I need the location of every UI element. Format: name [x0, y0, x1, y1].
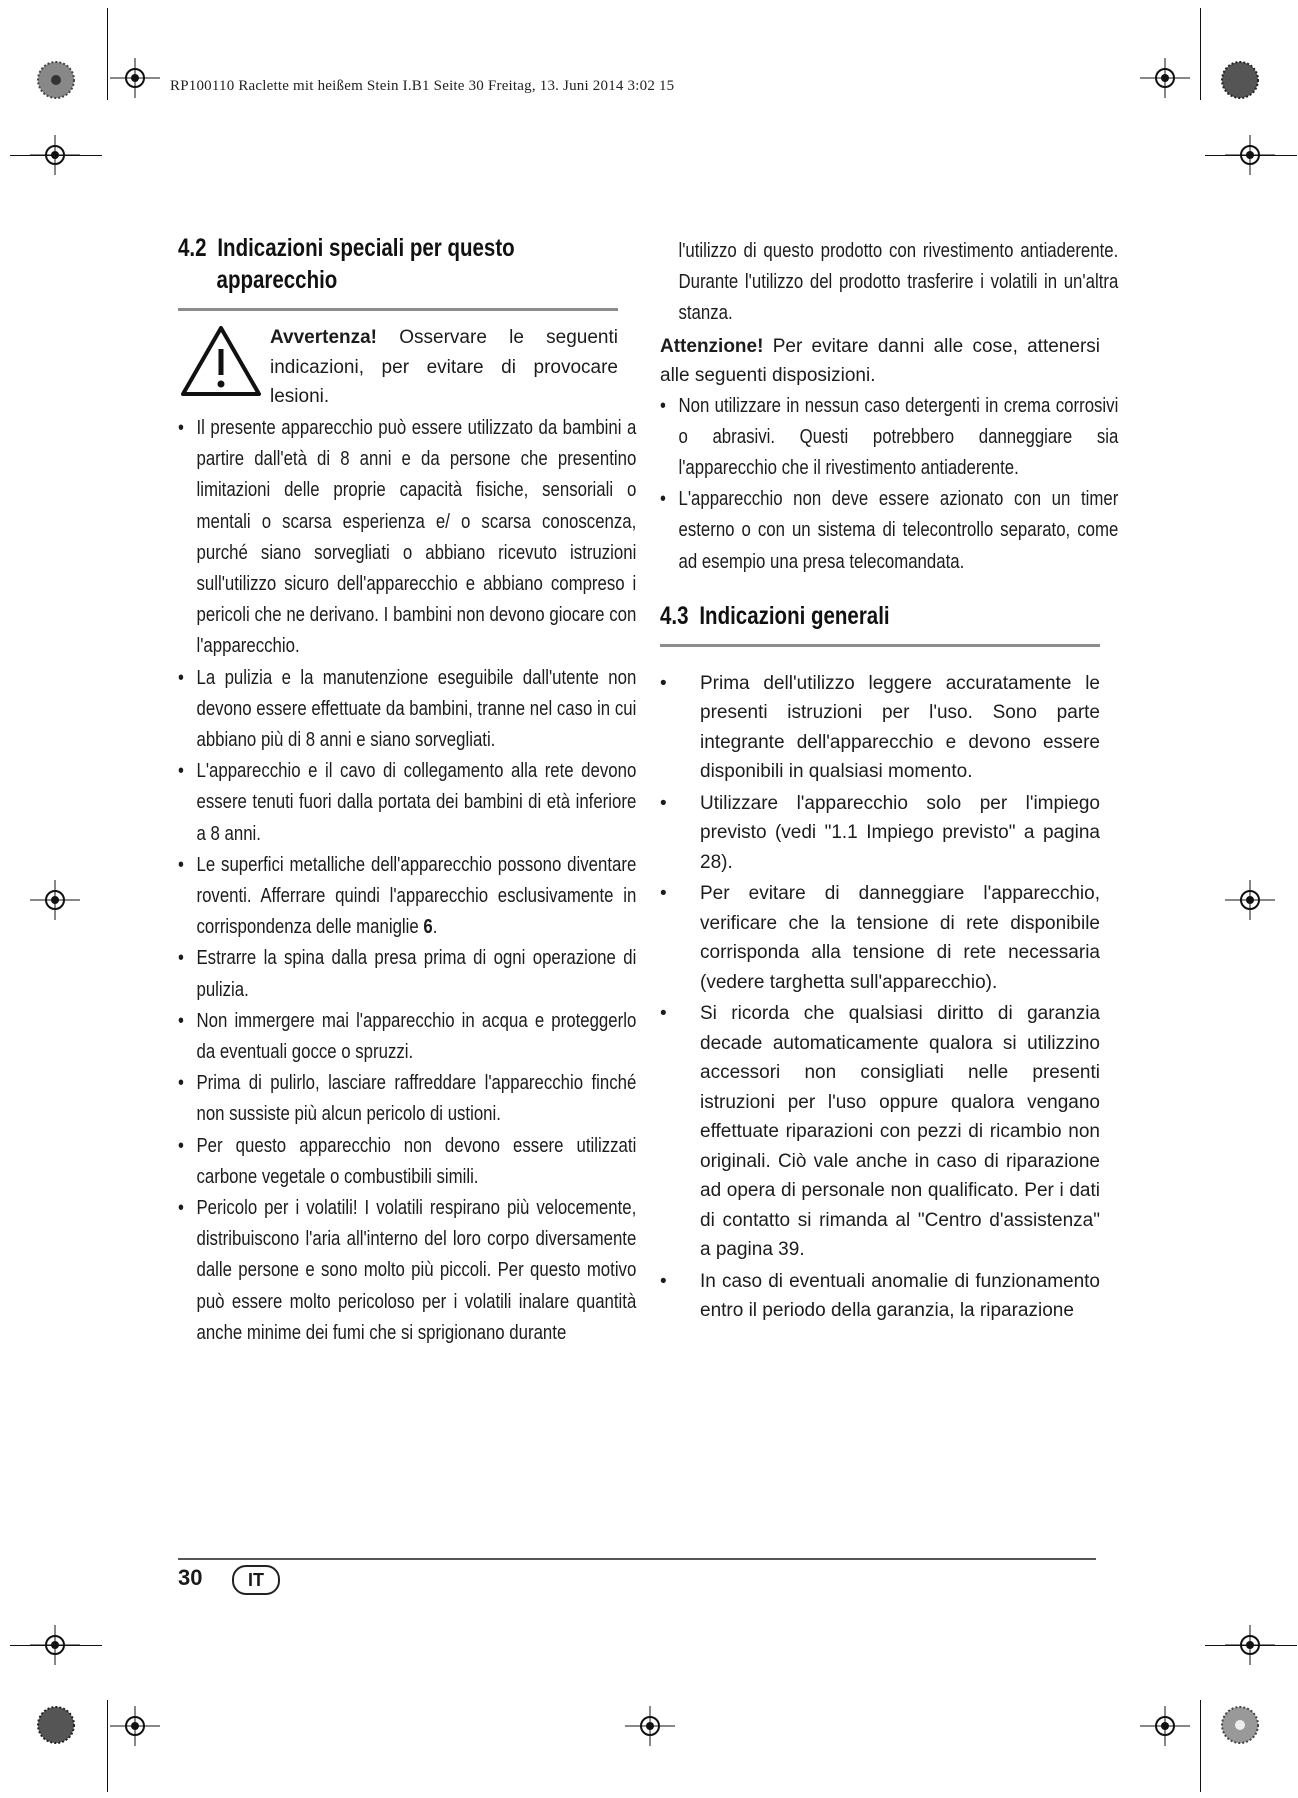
section-title: Indicazioni generali	[699, 601, 890, 630]
section-title: Indicazioni speciali per questo	[217, 234, 515, 262]
warning-block	[178, 323, 618, 413]
crop-mark	[1200, 1700, 1201, 1792]
heading-rule	[178, 308, 618, 311]
registration-crosshair-icon	[30, 1625, 80, 1665]
list-item: • Prima dell'utilizzo leggere accuratamente le presenti istruzioni per l'uso. Sono parte integrante dell'apparecchio e devono essere disponibili in qualsiasi momento.	[660, 672, 1100, 783]
list-item: • L'apparecchio e il cavo di collegamento alla rete devono essere tenuti fuori dalla portata dei bambini di età inferiore a 8 anni.	[178, 760, 637, 845]
section-title-cont: apparecchio	[216, 266, 338, 294]
footer-rule	[178, 1558, 1096, 1560]
list-item: • L'apparecchio non deve essere azionato con un timer esterno o con un sistema di telecontrollo separato, come ad esempio una presa telecomandata.	[660, 488, 1119, 573]
attention-block	[660, 332, 1100, 391]
color-target-icon	[36, 1705, 76, 1745]
section-number: 4.2	[178, 234, 207, 262]
registration-crosshair-icon	[110, 1706, 160, 1746]
warning-label: Avvertenza!	[270, 327, 378, 348]
registration-crosshair-icon	[1225, 880, 1275, 920]
attention-label: Attenzione!	[660, 335, 764, 357]
crop-mark	[1200, 8, 1201, 100]
general-list	[660, 669, 1100, 1326]
registration-crosshair-icon	[1225, 135, 1275, 175]
color-target-icon	[1220, 60, 1260, 100]
registration-crosshair-icon	[30, 880, 80, 920]
color-target-icon	[36, 60, 76, 100]
list-item: • In caso di eventuali anomalie di funzionamento entro il periodo della garanzia, la riparazione	[660, 1270, 1100, 1322]
language-badge: IT	[232, 1565, 280, 1595]
warning-triangle-icon	[180, 325, 262, 397]
list-item: • Prima di pulirlo, lasciare raffreddare l'apparecchio finché non sussiste più alcun pericolo di ustioni.	[178, 1072, 637, 1126]
list-item: • Non immergere mai l'apparecchio in acqua e proteggerlo da eventuali gocce o spruzzi.	[178, 1009, 637, 1064]
list-item: • Il presente apparecchio può essere utilizzato da bambini a partire dall'età di 8 anni e da persone che presentino limitazioni delle proprie capacità fisiche, sensoriali o mentali o scarsa esperienza e/ o scarsa conoscenza, purché siano sorvegliati o abbiano ricevuto istruzioni sull'utilizzo sicuro dell'apparecchio e abbiano compreso i pericoli che ne derivano. I bambini non devono giocare con l'apparecchio.	[178, 417, 637, 658]
section-43-heading	[660, 600, 1021, 632]
crop-mark	[107, 1700, 108, 1792]
safety-list	[178, 413, 636, 1349]
warning-text: Osservare le seguenti indicazioni, per evitare di provocare lesioni.	[270, 327, 618, 407]
list-item: • Non utilizzare in nessun caso detergenti in crema corrosivi o abrasivi. Questi potrebbero danneggiare sia l'apparecchio che il rivestimento antiaderente.	[660, 394, 1119, 480]
registration-crosshair-icon	[1225, 1625, 1275, 1665]
color-target-icon	[1220, 1705, 1260, 1745]
right-column	[660, 236, 1119, 1326]
section-42-heading	[178, 232, 539, 296]
list-item: • La pulizia e la manutenzione eseguibile dall'utente non devono essere effettuate da bambini, tranne nel caso in cui abbiano più di 8 anni e siano sorvegliati.	[178, 666, 637, 752]
crop-mark	[107, 8, 108, 100]
attention-text: Per evitare danni alle cose, attenersi alle seguenti disposizioni.	[660, 335, 1100, 387]
registration-crosshair-icon	[30, 135, 80, 175]
list-item: • Utilizzare l'apparecchio solo per l'impiego previsto (vedi "1.1 Impiego previsto" a pagina 28).	[660, 792, 1100, 873]
registration-crosshair-icon	[625, 1706, 675, 1746]
section-number: 4.3	[660, 601, 689, 630]
attention-list	[660, 391, 1118, 578]
continuation-text: l'utilizzo di questo prodotto con rivestimento antiaderente. Durante l'utilizzo del prodotto trasferire i volatili in un'altra stanza.	[678, 240, 1119, 325]
registration-crosshair-icon	[1140, 1706, 1190, 1746]
list-item: • Estrarre la spina dalla presa prima di ogni operazione di pulizia.	[178, 947, 637, 1001]
registration-crosshair-icon	[110, 58, 160, 98]
registration-crosshair-icon	[1140, 58, 1190, 98]
heading-rule	[660, 644, 1100, 647]
page-number: 30	[178, 1565, 203, 1590]
list-item: • Le superfici metalliche dell'apparecchio possono diventare roventi. Afferrare quindi l'apparecchio esclusivamente in corrispondenza delle maniglie 6.	[178, 853, 637, 939]
left-column	[178, 232, 637, 1349]
list-item: • Per questo apparecchio non devono essere utilizzati carbone vegetale o combustibili simili.	[178, 1134, 637, 1188]
print-slug: RP100110 Raclette mit heißem Stein I.B1 Seite 30 Freitag, 13. Juni 2014 3:02 15	[170, 78, 675, 94]
list-item: • Per evitare di danneggiare l'apparecchio, verificare che la tensione di rete disponibile corrisponda alla tensione di rete necessaria (vedere targhetta sull'apparecchio).	[660, 883, 1100, 993]
part-reference: 6	[423, 916, 433, 939]
list-item: • Si ricorda che qualsiasi diritto di garanzia decade automaticamente qualora si utilizzino accessori non consigliati nelle presenti istruzioni per l'uso oppure qualora vengano effettuate riparazioni con pezzi di ricambio non originali. Ciò vale anche in caso di riparazione ad opera di personale non qualificato. Per i dati di contatto si rimanda al "Centro d'assistenza" a pagina 39.	[660, 1003, 1100, 1261]
list-item: • Pericolo per i volatili! I volatili respirano più velocemente, distribuiscono l'aria all'interno del loro corpo diversamente dalle persone e sono molto più piccoli. Per questo motivo può essere molto pericoloso per i volatili inalare quantità anche minime dei fumi che si sprigionano durante	[178, 1197, 637, 1344]
